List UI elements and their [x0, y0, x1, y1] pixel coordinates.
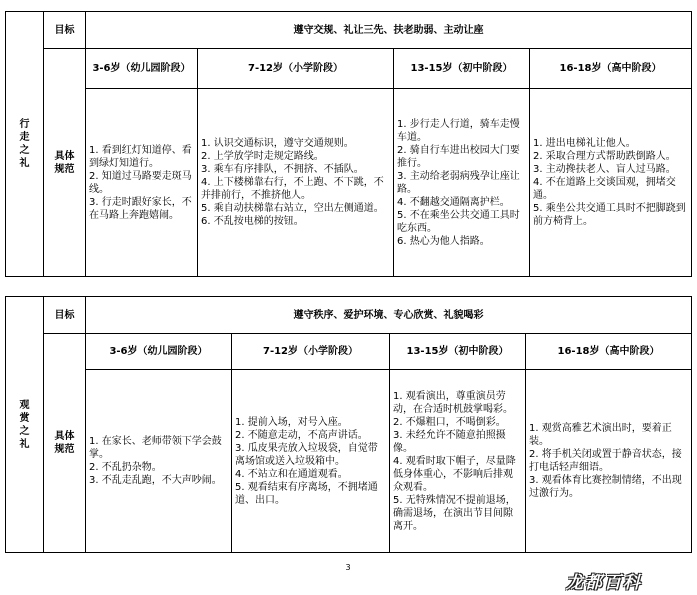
list-item: 2. 知道过马路要走斑马线。: [89, 170, 192, 195]
list-item: 1. 观赏高雅艺术演出时，要着正装。: [529, 423, 672, 447]
goal-text: 遵守交规、礼让三先、扶老助弱、主动让座: [86, 12, 692, 49]
watermark: 龙都百科: [566, 573, 642, 593]
list-item: 3. 乘车有序排队，不拥挤、不插队。: [201, 164, 364, 175]
stage-header: 16-18岁（高中阶段）: [530, 49, 692, 89]
list-item: 4. 上下楼梯靠右行，不上跑、不下跳，不并排前行，不推挤他人。: [201, 177, 384, 201]
category-cell: [6, 297, 44, 553]
list-item: 3. 瓜皮果壳放入垃圾袋，自觉带离场馆或送入垃圾箱中。: [235, 442, 378, 467]
category-char: 之: [19, 425, 30, 437]
spec-label-line: 具体: [54, 150, 75, 162]
list-item: 1. 进出电梯礼让他人。: [533, 138, 636, 149]
list-item: 2. 不随意走动，不高声讲话。: [235, 429, 368, 441]
spec-label-line: 规范: [54, 163, 75, 175]
category-char: 赏: [19, 412, 30, 424]
stage-header: 7-12岁（小学阶段）: [232, 334, 390, 370]
list-item: 2. 采取合理方式帮助跌倒路人。: [533, 151, 676, 162]
list-item: 4. 观看时取下帽子，尽量降低身体重心，不影响后排观众观看。: [393, 455, 516, 493]
category-cell: [6, 12, 44, 277]
list-item: 4. 不站立和在通道观看。: [235, 468, 348, 480]
list-item: 2. 不爆粗口，不喝倒彩。: [393, 416, 506, 428]
list-item: 2. 将手机关闭或置于静音状态，接打电话轻声细语。: [529, 449, 682, 473]
list-item: 1. 看到红灯知道停、看到绿灯知道行。: [89, 144, 192, 169]
list-item: 4. 不在道路上交谈国观，拥堵交通。: [533, 177, 676, 201]
category-char: 观: [19, 399, 30, 411]
list-item: 2. 不乱扔杂物。: [89, 462, 162, 473]
stage-items: [86, 89, 198, 277]
page-number: 3: [345, 563, 351, 572]
list-item: 6. 不乱按电梯的按钮。: [201, 216, 304, 227]
list-item: 5. 观看结束有序离场，不拥堵通道、出口。: [235, 481, 378, 506]
list-item: 5. 无特殊情况不提前退场，确需退场，在演出节目间隙离开。: [393, 494, 516, 532]
category-char: 行: [19, 119, 30, 130]
stage-items: [530, 89, 692, 277]
goal-text: 遵守秩序、爱护环境、专心欣赏、礼貌喝彩: [86, 297, 692, 334]
stage-items: [86, 370, 232, 553]
category-char: 礼: [19, 158, 30, 169]
list-item: 3. 行走时跟好家长，不在马路上奔跑嬉闹。: [89, 196, 192, 221]
list-item: 3. 主动搀扶老人、盲人过马路。: [533, 164, 676, 175]
list-item: 1. 提前入场，对号入座。: [235, 416, 348, 428]
list-item: 3. 主动给老弱病残孕让座让路。: [397, 170, 520, 195]
stage-header: 7-12岁（小学阶段）: [198, 49, 394, 89]
stage-items: [390, 370, 526, 553]
viewing-etiquette-table: [5, 296, 692, 553]
list-item: 3. 未经允许不随意拍照摄像。: [393, 429, 506, 454]
goal-label: 目标: [44, 297, 86, 334]
list-item: 3. 不乱走乱跑，不大声吵闹。: [89, 475, 222, 486]
stage-header: 13-15岁（初中阶段）: [390, 334, 526, 370]
list-item: 4. 不翻越交通隔离护栏。: [397, 196, 510, 208]
list-item: 5. 乘坐公共交通工具时不把脚跷到前方椅背上。: [533, 203, 686, 227]
list-item: 1. 观看演出，尊重演员劳动，在合适时机鼓掌喝彩。: [393, 390, 513, 415]
stage-items: [526, 370, 692, 553]
list-item: 1. 在家长、老师带领下学会鼓掌。: [89, 436, 222, 460]
list-item: 1. 认识交通标识，遵守交通规则。: [201, 138, 354, 149]
stage-items: [198, 89, 394, 277]
walking-etiquette-table: [5, 11, 692, 277]
list-item: 5. 乘自动扶梯靠右站立，空出左侧通道。: [201, 203, 384, 214]
category-char: 礼: [19, 438, 30, 450]
goal-label: 目标: [44, 12, 86, 49]
stage-header: 3-6岁（幼儿园阶段）: [86, 49, 198, 89]
spec-label: [44, 334, 86, 553]
stage-header: 13-15岁（初中阶段）: [394, 49, 530, 89]
stage-items: [394, 89, 530, 277]
category-char: 走: [19, 132, 30, 143]
spec-label-line: 规范: [54, 444, 75, 455]
list-item: 1. 步行走人行道，骑车走慢车道。: [397, 118, 520, 143]
stage-header: 3-6岁（幼儿园阶段）: [86, 334, 232, 370]
list-item: 6. 热心为他人指路。: [397, 235, 490, 247]
list-item: 3. 观看体育比赛控制情绪，不出现过激行为。: [529, 475, 682, 499]
list-item: 5. 不在乘坐公共交通工具时吃东西。: [397, 209, 520, 234]
spec-label-line: 具体: [54, 431, 75, 442]
stage-items: [232, 370, 390, 553]
category-char: 之: [19, 145, 30, 156]
list-item: 2. 上学放学时走规定路线。: [201, 151, 324, 162]
stage-header: 16-18岁（高中阶段）: [526, 334, 692, 370]
spec-label: [44, 49, 86, 277]
list-item: 2. 骑自行车进出校园大门要推行。: [397, 144, 520, 169]
